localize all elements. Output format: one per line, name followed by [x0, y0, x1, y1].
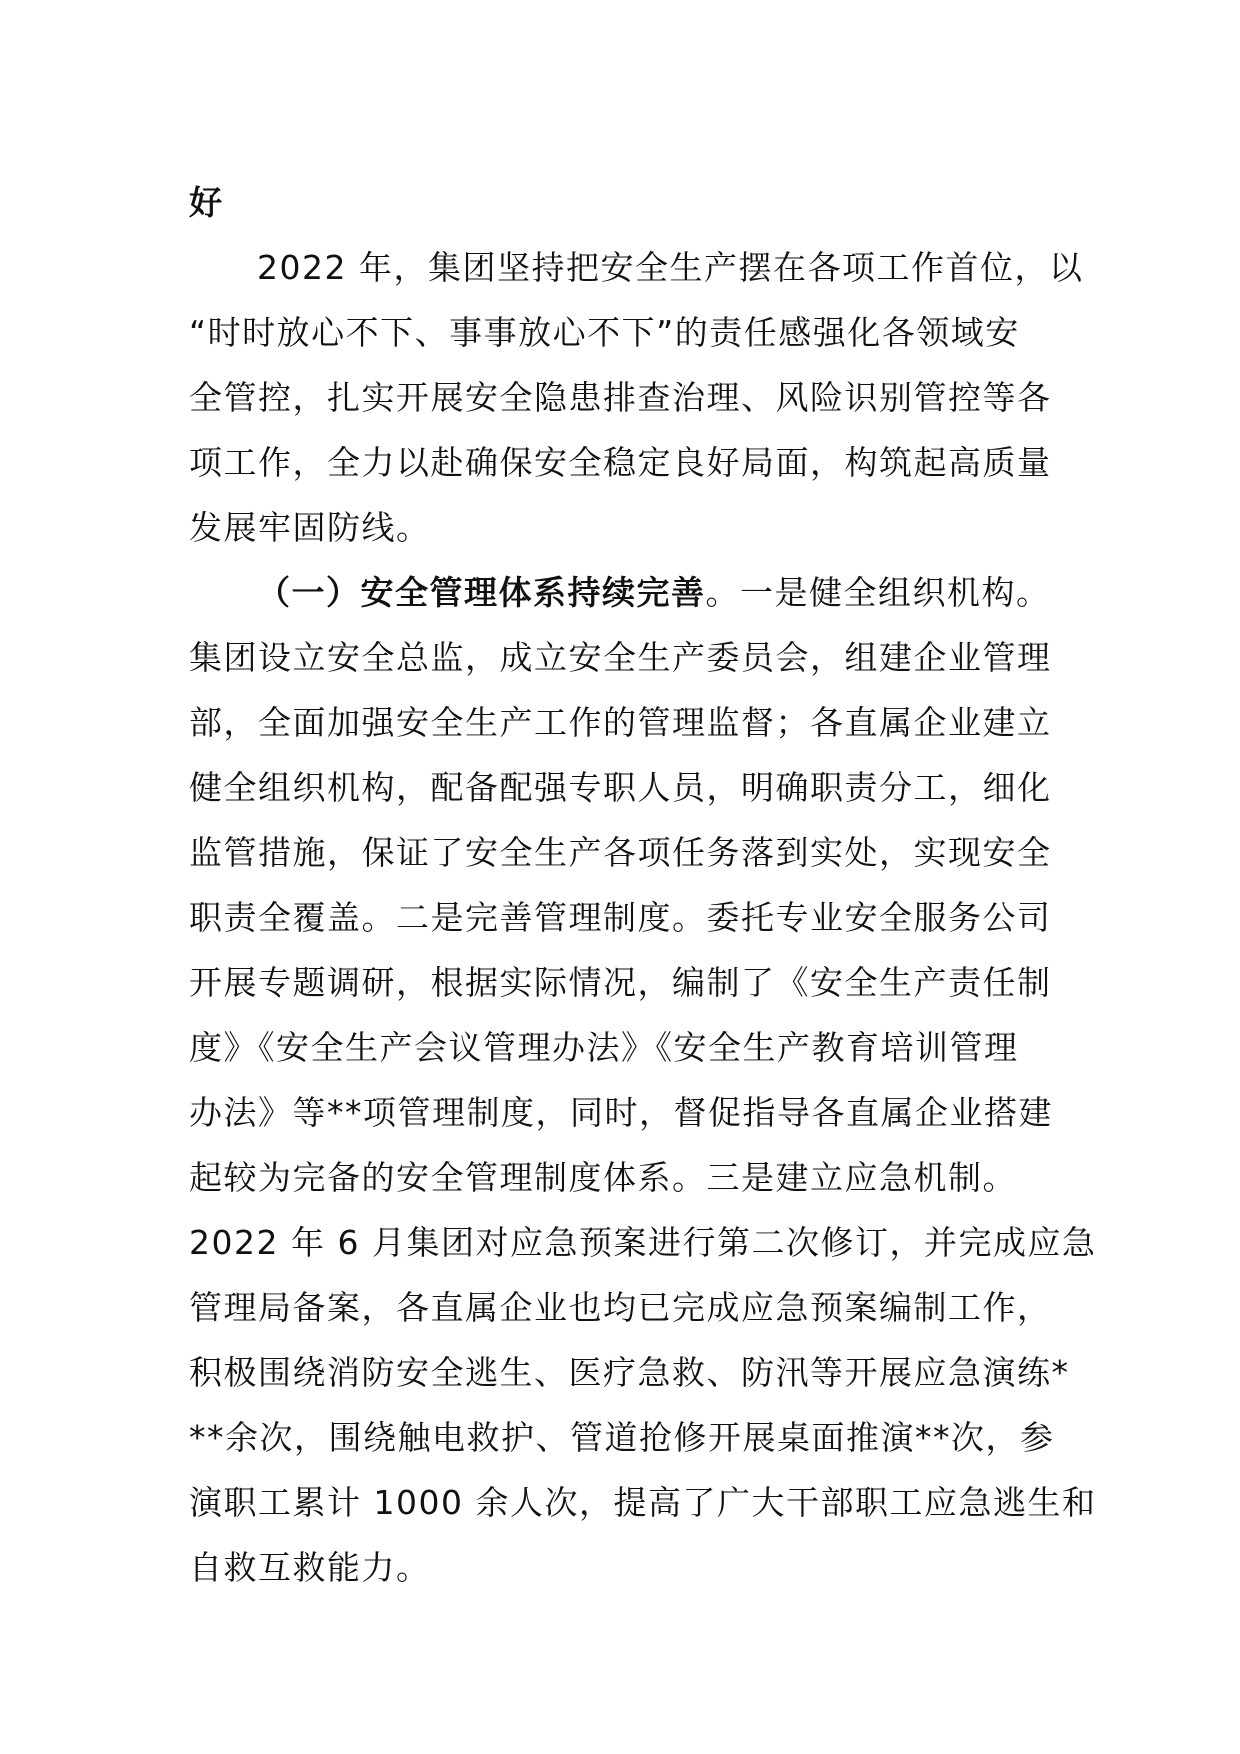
- paragraph-line: 2022 年，集团坚持把安全生产摆在各项工作首位，以: [257, 248, 1084, 287]
- paragraph-line: 度》《安全生产会议管理办法》《安全生产教育培训管理: [189, 1028, 1019, 1067]
- paragraph-lead-line: [189, 560, 1051, 625]
- paragraph-line: 健全组织机构，配备配强专职人员，明确职责分工，细化: [189, 768, 1052, 807]
- paragraph-line: 起较为完备的安全管理制度体系。三是建立应急机制。: [189, 1158, 1017, 1197]
- paragraph-line: 自救互救能力。: [189, 1548, 431, 1587]
- paragraph-line: 职责全覆盖。二是完善管理制度。委托专业安全服务公司: [189, 898, 1052, 937]
- heading-fragment: 好: [189, 183, 224, 222]
- paragraph-lead-text: 。一是健全组织机构。: [705, 573, 1051, 612]
- paragraph-line: 监管措施，保证了安全生产各项任务落到实处，实现安全: [189, 833, 1052, 872]
- paragraph-line: 开展专题调研，根据实际情况，编制了《安全生产责任制: [189, 963, 1052, 1002]
- paragraph-line: 演职工累计 1000 余人次，提高了广大干部职工应急逃生和: [189, 1483, 1097, 1522]
- paragraph-line: **余次，围绕触电救护、管道抢修开展桌面推演**次，参: [189, 1418, 1055, 1457]
- paragraph-line: 集团设立安全总监，成立安全生产委员会，组建企业管理: [189, 638, 1052, 677]
- paragraph-line: 项工作，全力以赴确保安全稳定良好局面，构筑起高质量: [189, 443, 1052, 482]
- body-text: [189, 170, 1097, 1600]
- paragraph-line: 全管控，扎实开展安全隐患排查治理、风险识别管控等各: [189, 378, 1052, 417]
- paragraph-line: 发展牢固防线。: [189, 508, 431, 547]
- paragraph-line: “时时放心不下、事事放心不下”的责任感强化各领域安: [189, 313, 1020, 352]
- section-heading: （一）安全管理体系持续完善: [257, 573, 706, 612]
- paragraph-2: [189, 560, 1097, 1600]
- paragraph-line: 部，全面加强安全生产工作的管理监督；各直属企业建立: [189, 703, 1052, 742]
- paragraph-line: 2022 年 6 月集团对应急预案进行第二次修订，并完成应急: [189, 1223, 1097, 1262]
- paragraph-line: 管理局备案，各直属企业也均已完成应急预案编制工作，: [189, 1288, 1052, 1327]
- paragraph-line: 办法》等**项管理制度，同时，督促指导各直属企业搭建: [189, 1093, 1053, 1132]
- paragraph-1: [189, 235, 1084, 560]
- paragraph-line: 积极围绕消防安全逃生、医疗急救、防汛等开展应急演练*: [189, 1353, 1070, 1392]
